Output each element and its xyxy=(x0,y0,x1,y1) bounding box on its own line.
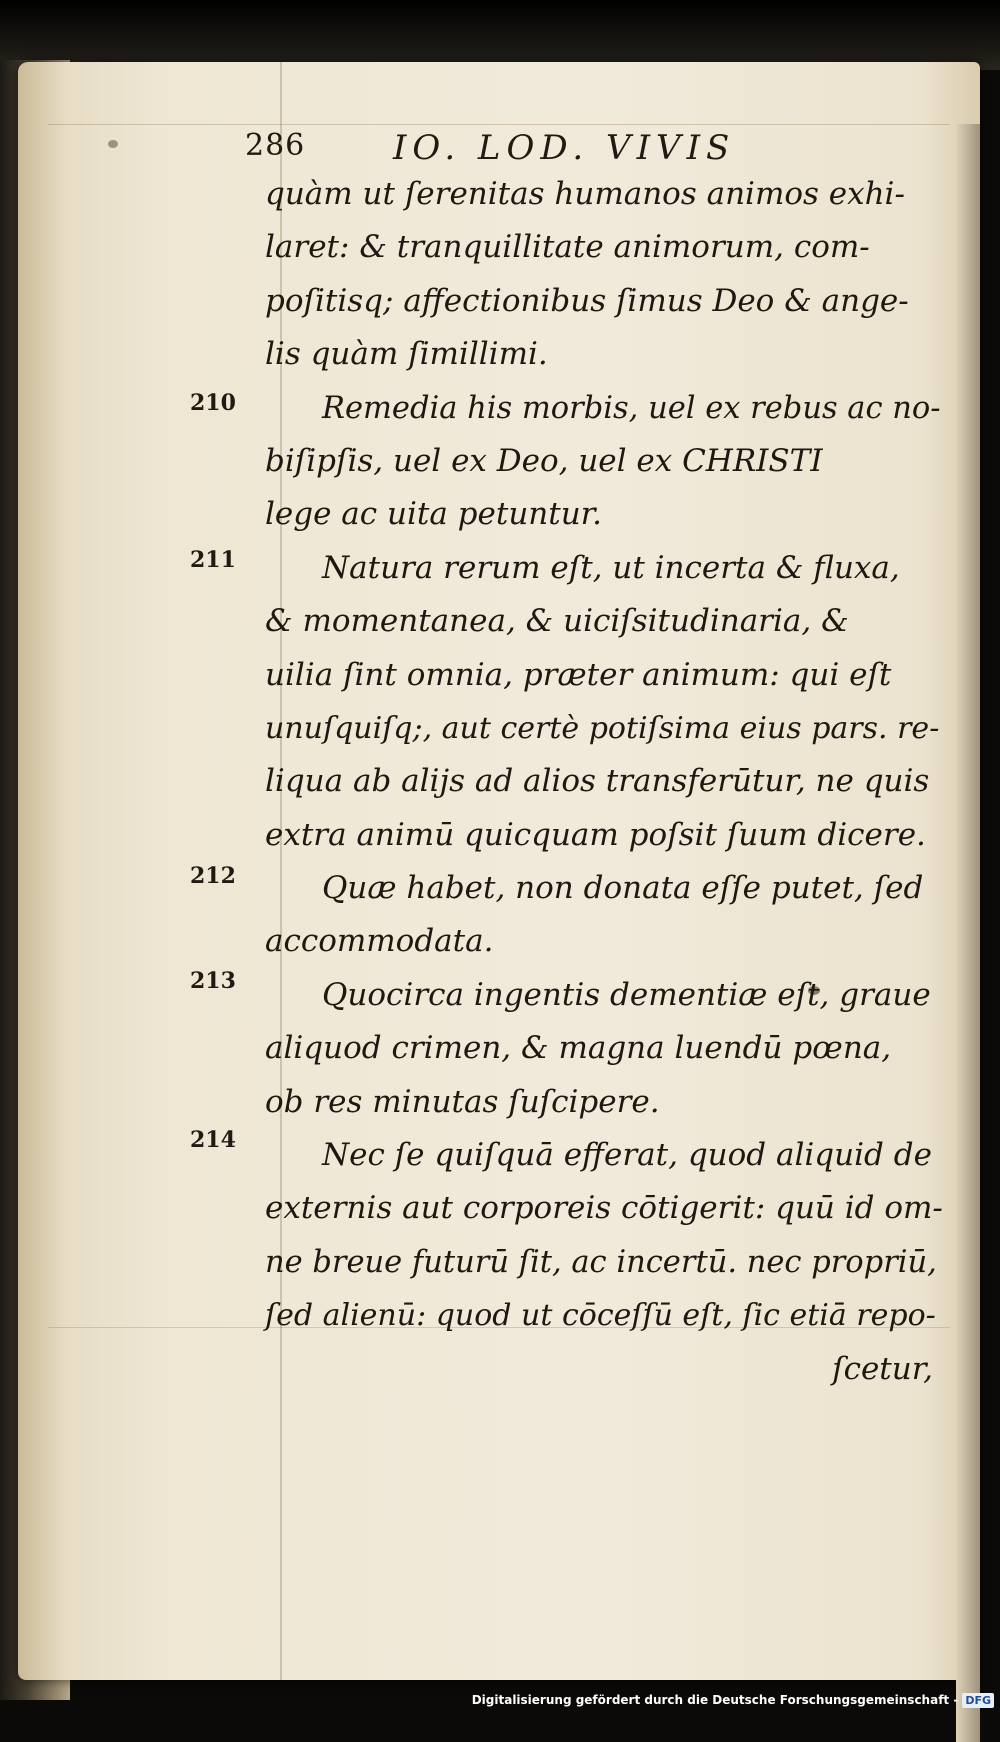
paragraph-start-line: Quæ habet, non donata eſſe putet, ſed xyxy=(322,870,924,907)
digitization-footer xyxy=(472,1691,994,1709)
text-line: poſitisq; affectionibus ſimus Deo & ange- xyxy=(265,282,909,319)
text-line: quàm ut ſerenitas humanos animos exhi- xyxy=(265,176,905,212)
text-line: lege ac uita petuntur. xyxy=(265,496,602,533)
text-line: lis quàm ſimillimi. xyxy=(265,336,548,373)
paragraph-start-line: Quocirca ingentis dementiæ eſt, graue xyxy=(322,976,931,1013)
scan-top-edge xyxy=(0,0,1000,70)
text-line: ne breue futurū ſit, ac incertū. nec propriū, xyxy=(265,1244,937,1280)
marginal-number: 211 xyxy=(190,547,236,573)
body-text xyxy=(265,168,945,1396)
page-number: 286 xyxy=(245,128,306,163)
text-line: extra animū quicquam poſsit ſuum dicere. xyxy=(265,816,926,853)
dfg-logo: DFG xyxy=(962,1693,994,1708)
paragraph-start-line: Nec ſe quiſquā efferat, quod aliquid de xyxy=(322,1137,932,1174)
text-line: accommodata. xyxy=(265,923,494,960)
paragraph-start-line: Remedia his morbis, uel ex rebus ac no- xyxy=(322,390,941,426)
marginal-number: 214 xyxy=(190,1127,236,1153)
marginal-number: 212 xyxy=(190,863,236,889)
page-right-edge xyxy=(956,124,980,1742)
marginal-number: 213 xyxy=(190,968,236,994)
text-line: externis aut corporeis cōtigerit: quū id om- xyxy=(265,1190,943,1227)
catchword: ſcetur, xyxy=(832,1350,933,1387)
text-line: & momentanea, & uiciſsitudinaria, & xyxy=(265,603,849,640)
running-title: IO. LOD. VIVIS xyxy=(393,128,736,168)
text-line: ob res minutas ſuſcipere. xyxy=(265,1083,660,1120)
funding-credit: Digitalisierung gefördert durch die Deutsche Forschungsgemeinschaft - xyxy=(471,1693,959,1707)
top-rule xyxy=(48,124,950,125)
text-line: uilia ſint omnia, præter animum: qui eſt xyxy=(265,656,892,693)
text-line: biſipſis, uel ex Deo, uel ex CHRISTI xyxy=(265,442,823,479)
ink-spot xyxy=(108,140,118,148)
text-line: liqua ab alijs ad alios transferūtur, ne quis xyxy=(265,763,930,800)
text-line: unuſquiſq;, aut certè potiſsima eius pars. re- xyxy=(265,710,940,746)
marginal-number: 210 xyxy=(190,390,236,416)
paragraph-start-line: Natura rerum eſt, ut incerta & fluxa, xyxy=(322,549,900,586)
text-line: ſed alienū: quod ut cōceſſū eſt, ſic etiā repo- xyxy=(265,1298,936,1334)
text-line: laret: & tranquillitate animorum, com- xyxy=(265,229,870,266)
text-line: aliquod crimen, & magna luendū pœna, xyxy=(265,1030,892,1067)
